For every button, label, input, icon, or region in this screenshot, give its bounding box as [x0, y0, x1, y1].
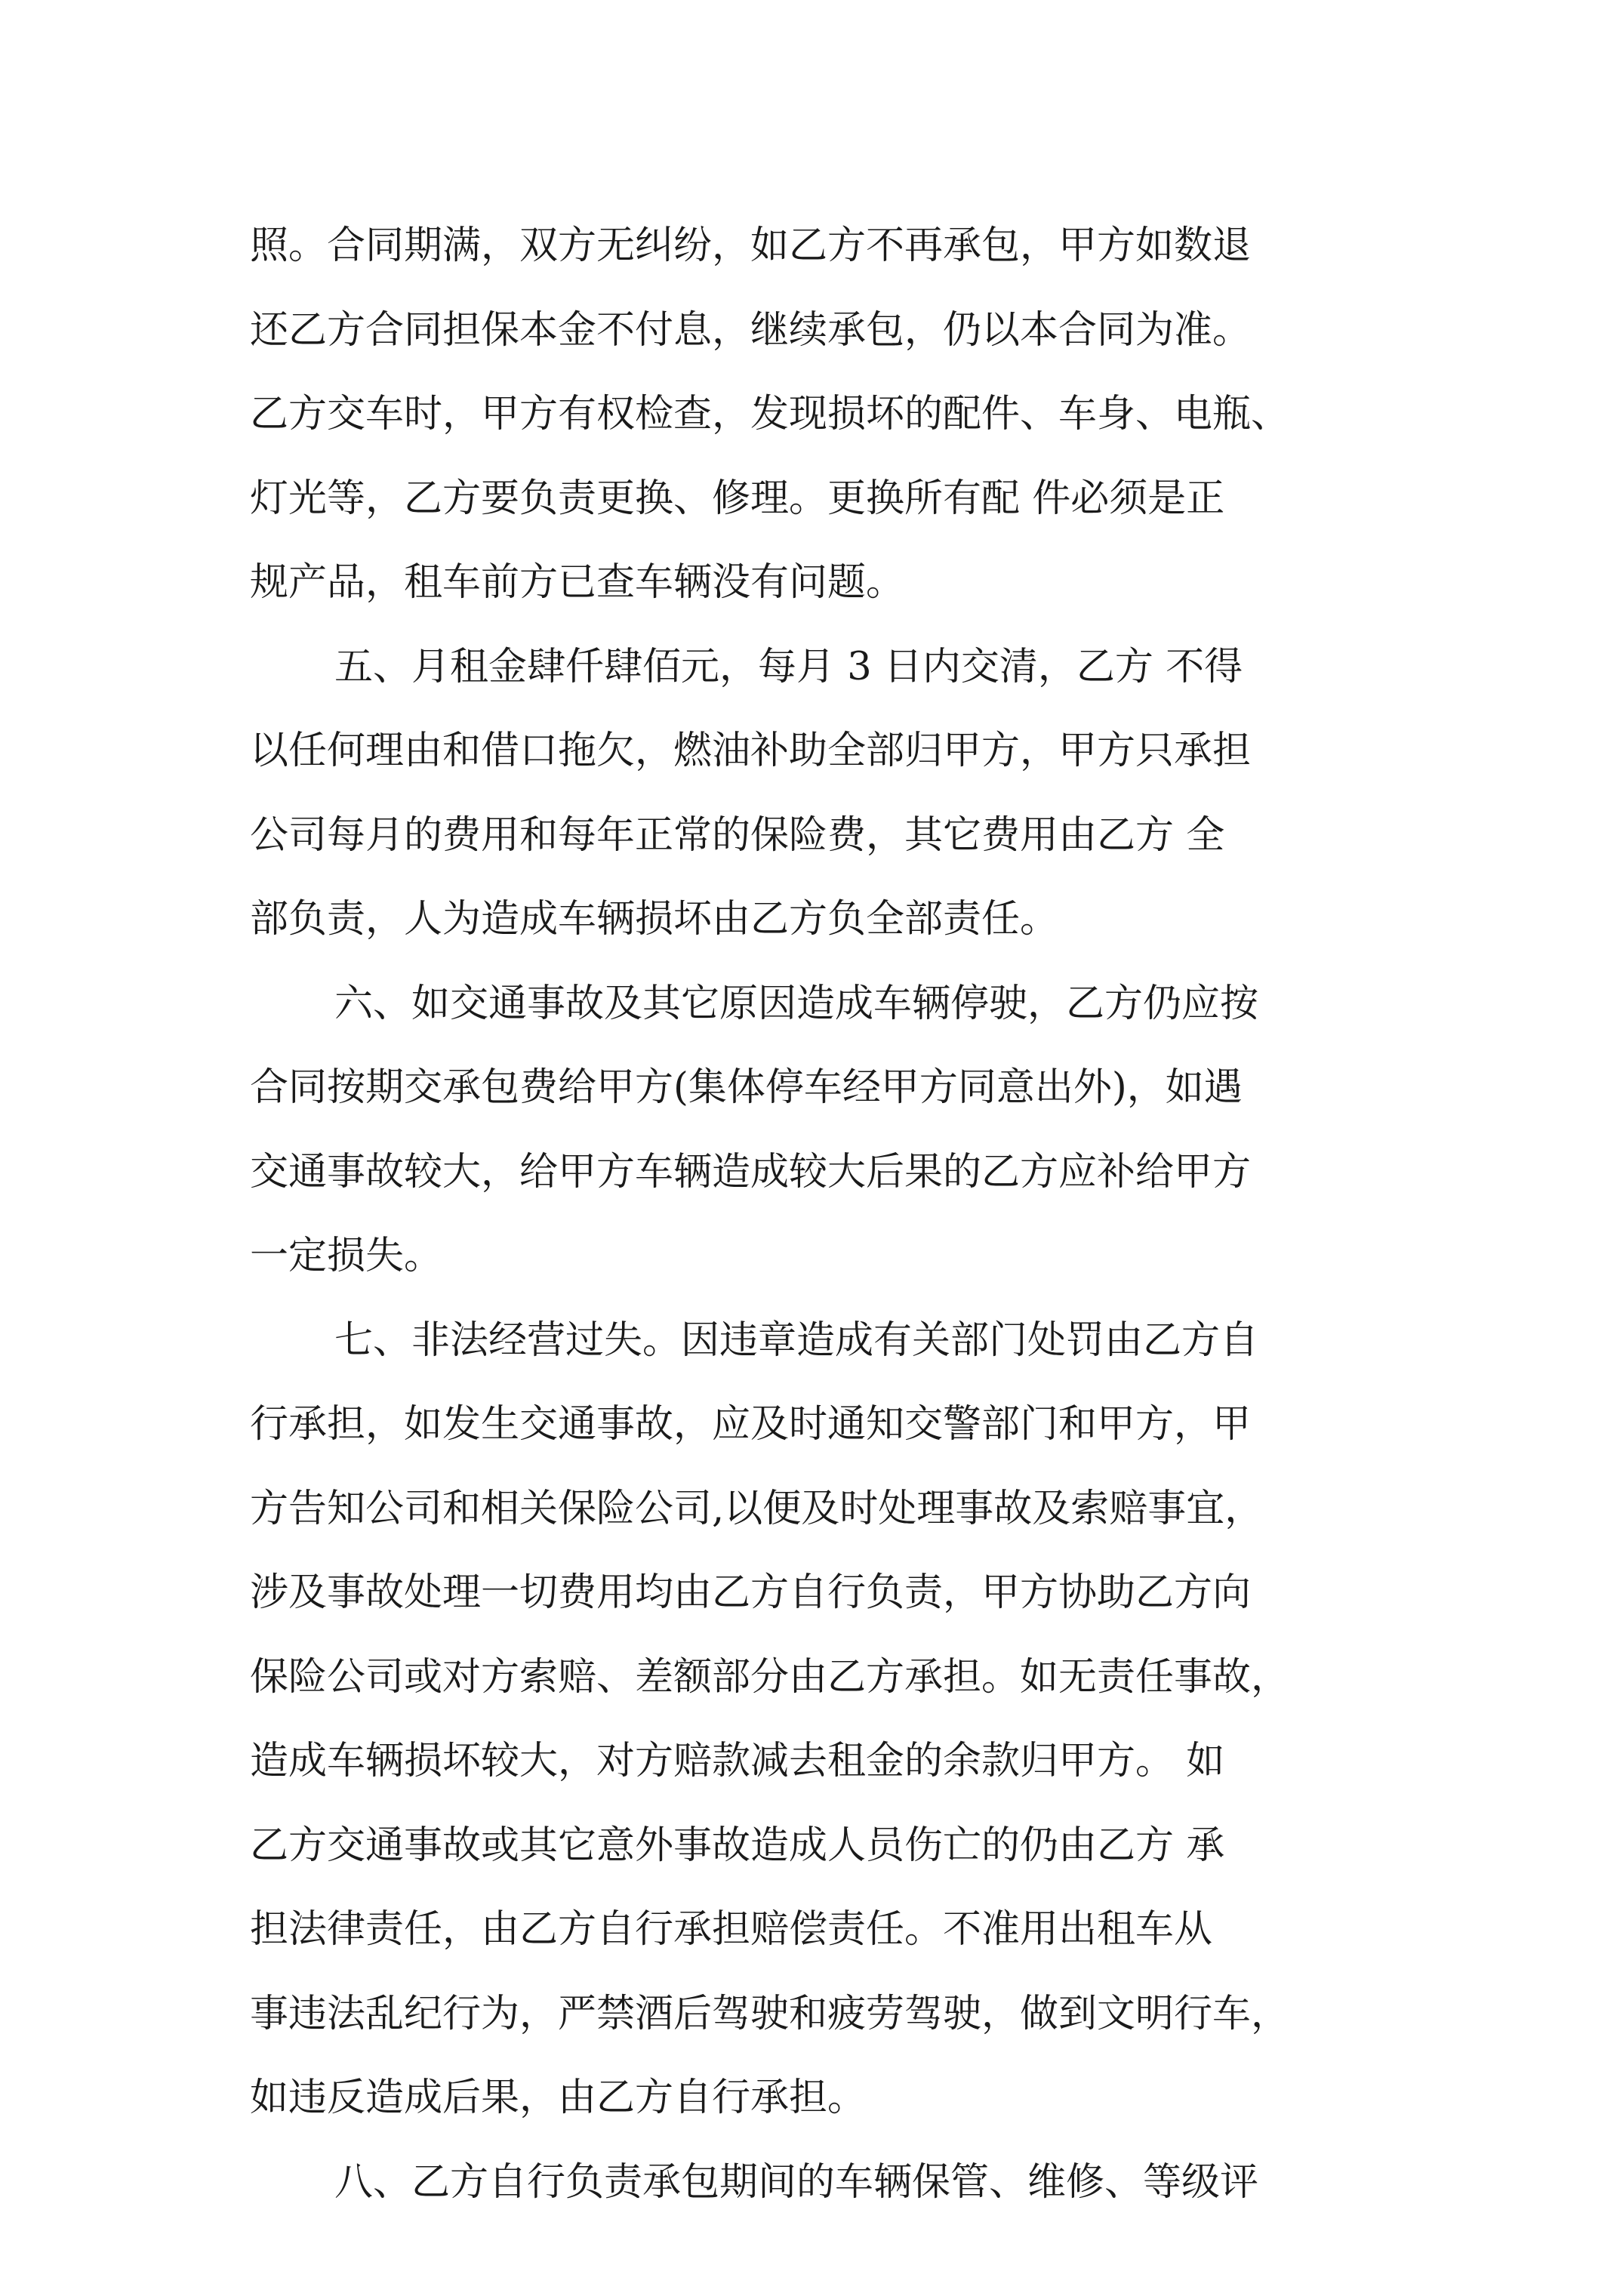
text-line: 如违反造成后果，由乙方自行承担。 [250, 2076, 867, 2120]
text-line: 部负责，人为造成车辆损坏由乙方负全部责任。 [250, 897, 1059, 942]
clause-six-first-line: 六、如交通事故及其它原因造成车辆停驶，乙方仍应按 [334, 981, 1259, 1026]
text-line: 规产品，租车前方已查车辆没有问题。 [250, 560, 905, 605]
text-line: 灯光等，乙方要负责更换、修理。更换所有配 件必须是正 [250, 476, 1225, 521]
text-line: 造成车辆损坏较大，对方赔款减去租金的余款归甲方。 如 [250, 1739, 1225, 1783]
text-line: 公司每月的费用和每年正常的保险费，其它费用由乙方 全 [250, 812, 1225, 858]
text-line: 以任何理由和借口拖欠，燃油补助全部归甲方，甲方只承担 [250, 729, 1252, 773]
clause-eight-first-line: 八、乙方自行负责承包期间的车辆保管、维修、等级评 [334, 2159, 1259, 2205]
text-line: 还乙方合同担保本金不付息，继续承包，仍以本合同为准。 [250, 307, 1252, 353]
text-line: 方告知公司和相关保险公司,以便及时处理事故及索赔事宜， [250, 1486, 1264, 1531]
text-line: 一定损失。 [250, 1234, 443, 1278]
text-line: 交通事故较大，给甲方车辆造成较大后果的乙方应补给甲方 [250, 1149, 1252, 1194]
text-line: 照。合同期满，双方无纠纷，如乙方不再承包，甲方如数退 [250, 223, 1252, 268]
text-line: 事违法乱纪行为，严禁酒后驾驶和疲劳驾驶，做到文明行车， [250, 1991, 1290, 2036]
text-line: 涉及事故处理一切费用均由乙方自行负责，甲方协助乙方向 [250, 1570, 1252, 1615]
text-line: 保险公司或对方索赔、差额部分由乙方承担。如无责任事故， [250, 1654, 1290, 1700]
contract-text-body [250, 204, 1382, 2224]
text-line: 行承担，如发生交通事故，应及时通知交警部门和甲方，甲 [250, 1402, 1252, 1447]
text-line: 乙方交车时，甲方有权检查，发现损坏的配件、车身、电瓶、 [250, 392, 1290, 436]
text-line: 合同按期交承包费给甲方(集体停车经甲方同意出外)，如遇 [250, 1065, 1243, 1110]
clause-seven-first-line: 七、非法经营过失。因违章造成有关部门处罚由乙方自 [334, 1318, 1259, 1363]
text-line: 乙方交通事故或其它意外事故造成人员伤亡的仍由乙方 承 [250, 1823, 1225, 1868]
clause-five-first-line: 五、月租金肆仟肆佰元，每月 3 日内交清，乙方 不得 [334, 644, 1243, 689]
text-line: 担法律责任，由乙方自行承担赔偿责任。不准用出租车从 [250, 1907, 1213, 1952]
